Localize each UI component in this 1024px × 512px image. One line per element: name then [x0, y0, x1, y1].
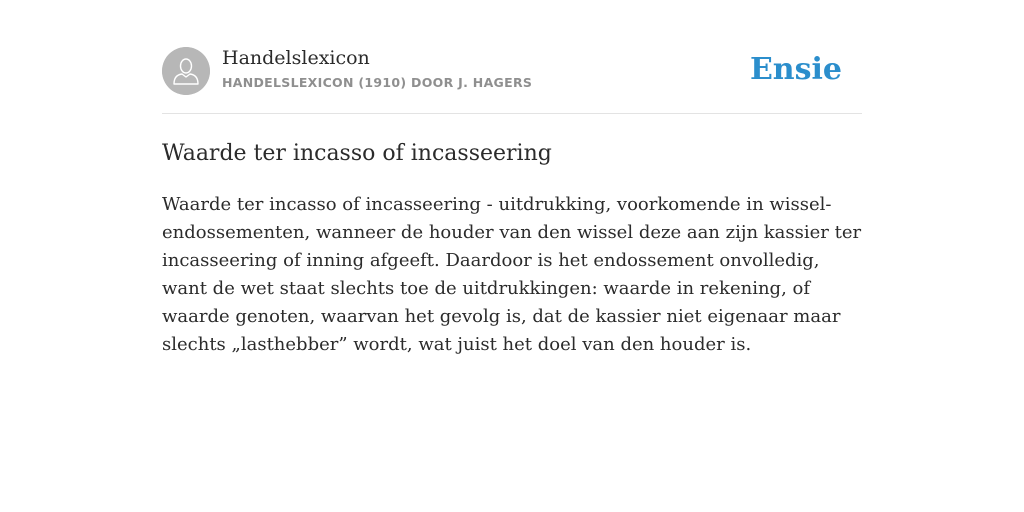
- entry-card: [162, 46, 862, 359]
- source-name[interactable]: Handelslexicon: [222, 47, 370, 69]
- source-header: [162, 46, 862, 114]
- entry-text: Waarde ter incasso of incasseering - uitdrukking, voorkomende in wissel-endossementen, wanneer de houder van den wissel deze aan zijn kassier ter incasseering of inning afgeeft. Daardoor is het endossement onvolledig, want de wet staat slechts toe de uitdrukkingen: waarde in rekening, of waarde genoten, waarvan het gevolg is, dat de kassier niet eigenaar maar slechts „lasthebber” wordt, wat juist het doel van den houder is.: [162, 194, 862, 355]
- source-subtitle[interactable]: HANDELSLEXICON (1910) DOOR J. HAGERS: [222, 75, 533, 90]
- entry-title: Waarde ter incasso of incasseering: [162, 141, 552, 166]
- ensie-logo[interactable]: Ensie: [749, 52, 842, 87]
- user-avatar-icon[interactable]: [162, 47, 210, 95]
